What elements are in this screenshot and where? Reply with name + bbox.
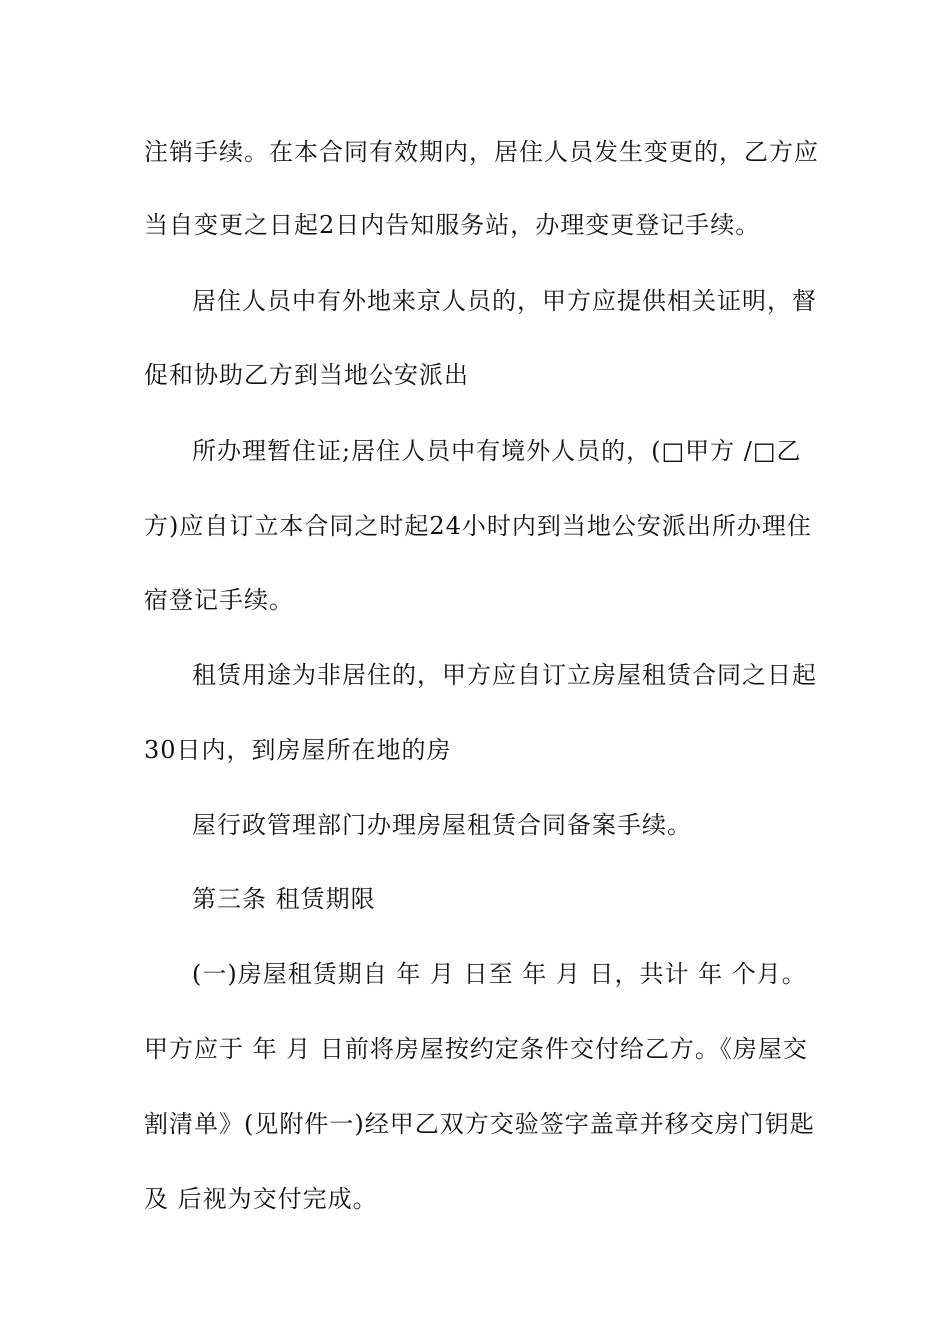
- paragraph-line: 当自变更之日起2日内告知服务站，办理变更登记手续。: [144, 211, 761, 239]
- paragraph-line: 宿登记手续。: [144, 586, 294, 614]
- paragraph-line: 租赁用途为非居住的，甲方应自订立房屋租赁合同之日起: [192, 661, 817, 689]
- paragraph-line: 及 后视为交付完成。: [144, 1185, 378, 1213]
- paragraph-line: 居住人员中有外地来京人员的，甲方应提供相关证明，督: [192, 287, 817, 315]
- paragraph-line: 促和协助乙方到当地公安派出: [144, 361, 469, 389]
- paragraph-line: 注销手续。在本合同有效期内，居住人员发生变更的，乙方应: [144, 138, 819, 166]
- paragraph-line: 30日内，到房屋所在地的房: [144, 736, 452, 764]
- paragraph-line: 屋行政管理部门办理房屋租赁合同备案手续。: [192, 811, 692, 839]
- paragraph-line: 方)应自订立本合同之时起24小时内到当地公安派出所办理住: [144, 512, 812, 540]
- paragraph-line: 所办理暂住证;居住人员中有境外人员的，(□甲方 /□乙: [192, 437, 802, 465]
- paragraph-line: 割清单》(见附件一)经甲乙双方交验签字盖章并移交房门钥匙: [144, 1110, 815, 1138]
- paragraph-line: 甲方应于 年 月 日前将房屋按约定条件交付给乙方。《房屋交: [144, 1035, 808, 1063]
- section-heading: 第三条 租赁期限: [192, 885, 376, 913]
- paragraph-line: (一)房屋租赁期自 年 月 日至 年 月 日，共计 年 个月。: [192, 960, 807, 988]
